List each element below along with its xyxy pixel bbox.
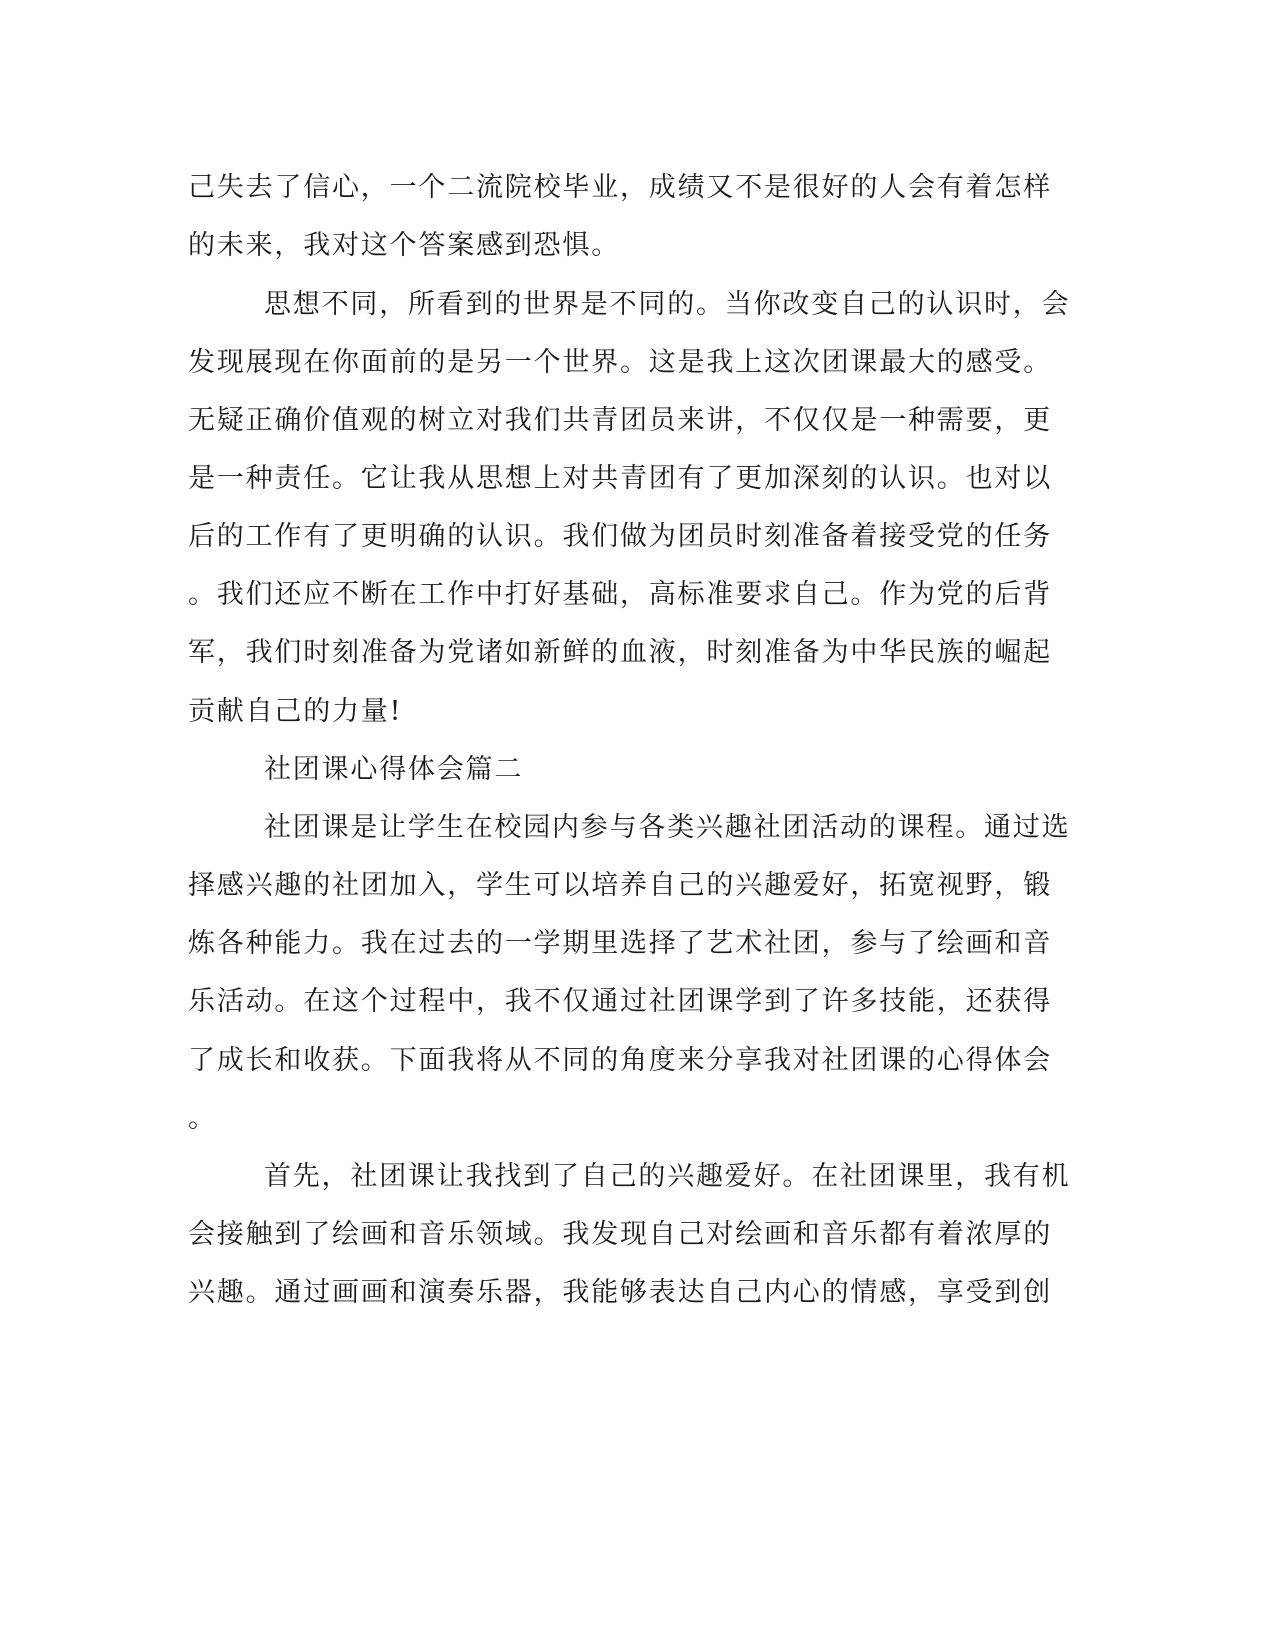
text-line: 后的工作有了更明确的认识。我们做为团员时刻准备着接受党的任务	[188, 521, 1052, 552]
text-line: 贡献自己的力量!	[188, 696, 403, 727]
text-line: 发现展现在你面前的是另一个世界。这是我上这次团课最大的感受。	[188, 347, 1052, 378]
text-line: 兴趣。通过画画和演奏乐器，我能够表达自己内心的情感，享受到创	[188, 1277, 1052, 1308]
text-line: 的未来，我对这个答案感到恐惧。	[188, 230, 620, 261]
text-line: 己失去了信心，一个二流院校毕业，成绩又不是很好的人会有着怎样	[188, 172, 1052, 203]
paragraph-first-line: 社团课是让学生在校园内参与各类兴趣社团活动的课程。通过选	[264, 812, 1071, 843]
text-line: 。我们还应不断在工作中打好基础，高标准要求自己。作为党的后背	[188, 579, 1052, 610]
text-line: 乐活动。在这个过程中，我不仅通过社团课学到了许多技能，还获得	[188, 986, 1052, 1017]
text-line: 是一种责任。它让我从思想上对共青团有了更加深刻的认识。也对以	[188, 463, 1052, 494]
text-line: 会接触到了绘画和音乐领域。我发现自己对绘画和音乐都有着浓厚的	[188, 1219, 1052, 1250]
text-line: 军，我们时刻准备为党诸如新鲜的血液，时刻准备为中华民族的崛起	[188, 637, 1052, 668]
text-line: 无疑正确价值观的树立对我们共青团员来讲，不仅仅是一种需要，更	[188, 405, 1052, 436]
paragraph-first-line: 首先，社团课让我找到了自己的兴趣爱好。在社团课里，我有机	[264, 1161, 1071, 1192]
text-line: 。	[188, 1103, 217, 1134]
text-line: 择感兴趣的社团加入，学生可以培养自己的兴趣爱好，拓宽视野，锻	[188, 870, 1052, 901]
paragraph-first-line: 思想不同，所看到的世界是不同的。当你改变自己的认识时，会	[264, 289, 1071, 320]
text-line: 了成长和收获。下面我将从不同的角度来分享我对社团课的心得体会	[188, 1045, 1052, 1076]
section-heading: 社团课心得体会篇二	[264, 754, 524, 785]
text-line: 炼各种能力。我在过去的一学期里选择了艺术社团，参与了绘画和音	[188, 928, 1052, 959]
